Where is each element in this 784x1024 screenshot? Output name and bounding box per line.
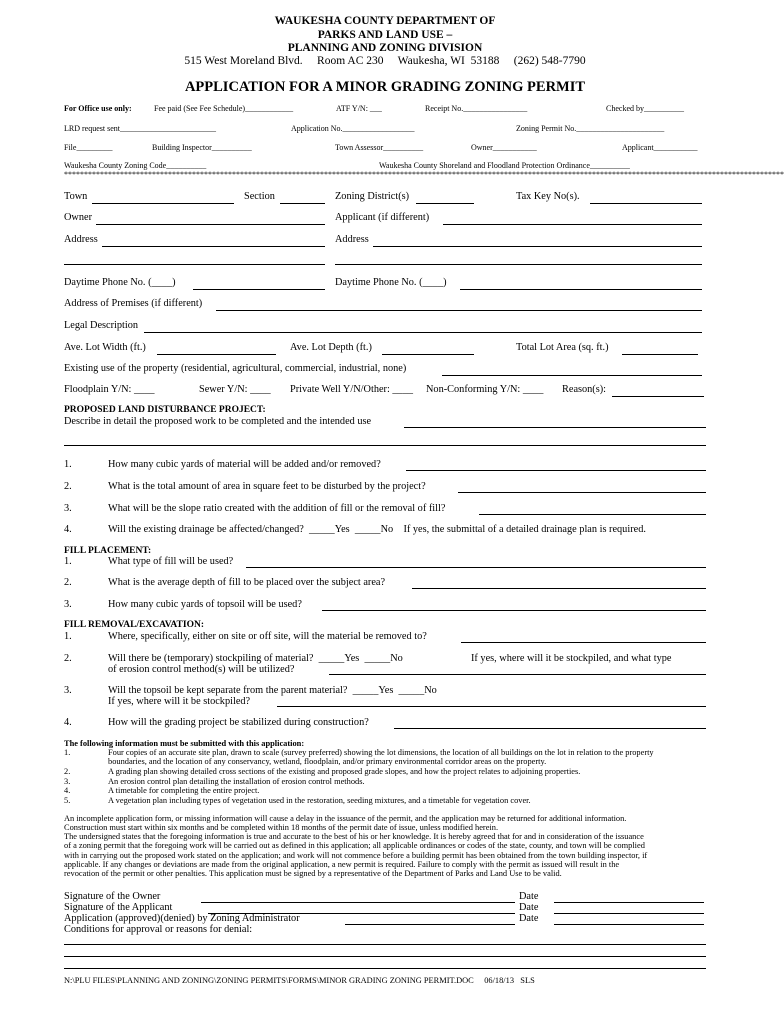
owner-input-line[interactable] xyxy=(96,224,325,225)
owner-date-label: Date xyxy=(519,891,539,902)
fill-q1: What type of fill will be used? xyxy=(108,556,234,567)
fill-q3: How many cubic yards of topsoil will be used? xyxy=(108,599,302,610)
applicant-signature-label: Signature of the Applicant xyxy=(64,902,173,913)
zoning-permit-no-field[interactable]: Zoning Permit No.______________________ xyxy=(516,124,665,133)
checked-by-field[interactable]: Checked by__________ xyxy=(606,104,684,113)
town-input-line[interactable] xyxy=(92,203,234,204)
fee-paid-field[interactable]: Fee paid (See Fee Schedule)____________ xyxy=(154,104,294,113)
conditions-line-3[interactable] xyxy=(64,968,706,969)
reasons-label: Reason(s): xyxy=(562,384,607,395)
submittal-item-number: 4. xyxy=(64,786,71,795)
proposed-q1-input-line[interactable] xyxy=(406,470,706,471)
proposed-heading: PROPOSED LAND DISTURBANCE PROJECT: xyxy=(64,405,266,415)
owner-label: Owner xyxy=(64,212,93,223)
lot-width-input-line[interactable] xyxy=(157,354,276,355)
admin-date-line[interactable] xyxy=(554,924,704,925)
proposed-q2-number: 2. xyxy=(64,481,72,492)
phone-left-label: Daytime Phone No. (____) xyxy=(64,277,176,288)
conditions-label: Conditions for approval or reasons for denial: xyxy=(64,924,253,935)
removal-q2-line2: of erosion control method(s) will be utilized? xyxy=(108,664,295,675)
proposed-q3: What will be the slope ratio created with the addition of fill or the removal of fill? xyxy=(108,503,446,514)
zoning-code-field[interactable]: Waukesha County Zoning Code__________ xyxy=(64,161,207,170)
applicant-label: Applicant (if different) xyxy=(335,212,430,223)
removal-q1: Where, specifically, either on site or off site, will the material be removed to? xyxy=(108,631,427,642)
sewer-field[interactable]: Sewer Y/N: ____ xyxy=(199,384,271,395)
submittal-item-text: A timetable for completing the entire project. xyxy=(108,786,260,795)
existing-use-input-line[interactable] xyxy=(442,375,702,376)
lot-area-input-line[interactable] xyxy=(622,354,698,355)
notice-line: An incomplete application form, or missing information will cause a delay in the issuance of the permit, and the application may be returned for additional information. xyxy=(64,814,627,823)
proposed-q2-input-line[interactable] xyxy=(458,492,706,493)
fill-q3-input-line[interactable] xyxy=(322,610,706,611)
atf-field[interactable]: ATF Y/N: ___ xyxy=(336,104,382,113)
describe-input-line-2[interactable] xyxy=(64,445,706,446)
tax-key-input-line[interactable] xyxy=(590,203,702,204)
application-no-field[interactable]: Application No.__________________ xyxy=(291,124,415,133)
removal-q2-input-line[interactable] xyxy=(329,674,706,675)
town-assessor-field[interactable]: Town Assessor__________ xyxy=(335,143,424,152)
notice-line: Construction must start within six months and be completed within 18 months of the permit date of issue, unless modified herein. xyxy=(64,823,499,832)
building-inspector-field[interactable]: Building Inspector__________ xyxy=(152,143,252,152)
lrd-request-field[interactable]: LRD request sent________________________ xyxy=(64,124,216,133)
reasons-input-line[interactable] xyxy=(612,396,704,397)
address-left-label: Address xyxy=(64,234,98,245)
premises-address-input-line[interactable] xyxy=(216,310,702,311)
owner-signature-label: Signature of the Owner xyxy=(64,891,161,902)
town-label: Town xyxy=(64,191,88,202)
applicant-date-label: Date xyxy=(519,902,539,913)
removal-q2-number: 2. xyxy=(64,653,72,664)
private-well-field[interactable]: Private Well Y/N/Other: ____ xyxy=(290,384,413,395)
tax-key-label: Tax Key No(s). xyxy=(516,191,580,202)
proposed-q4: Will the existing drainage be affected/changed? _____Yes _____No If yes, the submittal of a detailed drainage plan is required. xyxy=(108,524,646,535)
notice-line: The undersigned states that the foregoing information is true and accurate to the best of his or her knowledge. It is hereby agreed that for and in consideration of the issuance xyxy=(64,832,644,841)
lot-depth-label: Ave. Lot Depth (ft.) xyxy=(290,342,372,353)
existing-use-label: Existing use of the property (residential, agricultural, commercial, industrial, none) xyxy=(64,363,407,374)
zoning-admin-label: Application (approved)(denied) by Zoning Administrator xyxy=(64,913,300,924)
zoning-districts-label: Zoning District(s) xyxy=(335,191,410,202)
fill-q3-number: 3. xyxy=(64,599,72,610)
describe-label: Describe in detail the proposed work to be completed and the intended use xyxy=(64,416,372,427)
submittal-item-number: 5. xyxy=(64,796,71,805)
phone-right-input-line[interactable] xyxy=(460,289,702,290)
submittal-item-text: Four copies of an accurate site plan, drawn to scale (survey preferred) showing the lot dimensions, the location of all buildings on the lot in relation to the property xyxy=(108,748,654,757)
describe-input-line[interactable] xyxy=(404,427,706,428)
office-applicant-field[interactable]: Applicant___________ xyxy=(622,143,698,152)
receipt-no-field[interactable]: Receipt No.________________ xyxy=(425,104,528,113)
phone-right-label: Daytime Phone No. (____) xyxy=(335,277,447,288)
file-field[interactable]: File_________ xyxy=(64,143,113,152)
applicant-date-line[interactable] xyxy=(554,913,704,914)
removal-q1-input-line[interactable] xyxy=(461,642,706,643)
dept-address: 515 West Moreland Blvd. Room AC 230 Waukesha, WI 53188 (262) 548-7790 xyxy=(184,55,586,67)
owner-date-line[interactable] xyxy=(554,902,704,903)
non-conforming-field[interactable]: Non-Conforming Y/N: ____ xyxy=(426,384,544,395)
office-owner-field[interactable]: Owner___________ xyxy=(471,143,537,152)
proposed-q3-number: 3. xyxy=(64,503,72,514)
file-path-footer: N:\PLU FILES\PLANNING AND ZONING\ZONING PERMITS\FORMS\MINOR GRADING ZONING PERMIT.DOC 06/18/13 SLS xyxy=(64,976,535,985)
dept-name-line1: WAUKESHA COUNTY DEPARTMENT OF xyxy=(274,15,496,27)
proposed-q4-number: 4. xyxy=(64,524,72,535)
submittal-item-text: boundaries, and the location of any conservancy, wetland, floodplain, and/or primary environmental corridor areas on the property. xyxy=(108,757,547,766)
submittal-item-number: 1. xyxy=(64,748,71,757)
notice-line: revocation of the permit or other penalties. This application must be signed by a representative of the Department of Parks and Land Use to be valid. xyxy=(64,869,562,878)
removal-q2-followup: If yes, where will it be stockpiled, and what type xyxy=(471,653,672,664)
section-input-line[interactable] xyxy=(280,203,325,204)
proposed-q3-input-line[interactable] xyxy=(479,514,706,515)
removal-q3-line2: If yes, where will it be stockpiled? xyxy=(108,696,251,707)
fill-removal-heading: FILL REMOVAL/EXCAVATION: xyxy=(64,620,204,630)
office-use-label: For Office use only: xyxy=(64,104,132,113)
notice-line: applicable. If any changes or deviations are made from the original application, a new permit is required. Failure to comply with the permit as issued will result in the xyxy=(64,860,620,869)
zoning-admin-signature-line[interactable] xyxy=(345,924,515,925)
applicant-input-line[interactable] xyxy=(443,224,702,225)
address-left-input-line[interactable] xyxy=(102,246,325,247)
notice-line: with in carrying out the proposed work stated on the application; and work will not commence before a building permit has been obtained from the town building inspector, if xyxy=(64,851,648,860)
removal-q4-number: 4. xyxy=(64,717,72,728)
submittal-item-text: A vegetation plan including types of vegetation used in the restoration, seeding mixtures, and a timetable for vegetation cover. xyxy=(108,796,531,805)
address-right-input-line-2[interactable] xyxy=(335,264,702,265)
submittal-item-number: 3. xyxy=(64,777,71,786)
fill-q1-number: 1. xyxy=(64,556,72,567)
notice-line: of a zoning permit that the foregoing work will be carried out as defined in this application; all applicable ordinances or codes of the state, county, and town will be complied xyxy=(64,841,645,850)
fill-placement-heading: FILL PLACEMENT: xyxy=(64,546,152,556)
removal-q2-line1: Will there be (temporary) stockpiling of material? _____Yes _____No xyxy=(108,653,403,664)
removal-q3-line1: Will the topsoil be kept separate from the parent material? _____Yes _____No xyxy=(108,685,437,696)
proposed-q2: What is the total amount of area in square feet to be disturbed by the project? xyxy=(108,481,426,492)
shoreland-ordinance-field[interactable]: Waukesha County Shoreland and Floodland Protection Ordinance__________ xyxy=(379,161,630,170)
star-separator: ************************************************************************************************************************************************************************************ xyxy=(64,170,784,179)
fill-q1-input-line[interactable] xyxy=(246,567,706,568)
premises-address-label: Address of Premises (if different) xyxy=(64,298,203,309)
conditions-line-1[interactable] xyxy=(64,944,706,945)
fill-q2-input-line[interactable] xyxy=(412,588,706,589)
submittal-heading: The following information must be submitted with this application: xyxy=(64,739,305,748)
zoning-districts-input-line[interactable] xyxy=(416,203,474,204)
legal-description-input-line[interactable] xyxy=(144,332,702,333)
lot-depth-input-line[interactable] xyxy=(382,354,474,355)
section-label: Section xyxy=(244,191,275,202)
removal-q1-number: 1. xyxy=(64,631,72,642)
removal-q3-number: 3. xyxy=(64,685,72,696)
phone-left-input-line[interactable] xyxy=(193,289,325,290)
submittal-item-number: 2. xyxy=(64,767,71,776)
dept-name-line2: PARKS AND LAND USE – xyxy=(317,29,453,41)
submittal-item-text: A grading plan showing detailed cross sections of the existing and proposed grade slopes, and how the project relates to adjoining properties. xyxy=(108,767,581,776)
form-title: APPLICATION FOR A MINOR GRADING ZONING PERMIT xyxy=(184,79,586,95)
conditions-line-2[interactable] xyxy=(64,956,706,957)
proposed-q1: How many cubic yards of material will be added and/or removed? xyxy=(108,459,381,470)
address-left-input-line-2[interactable] xyxy=(64,264,325,265)
submittal-item-text: An erosion control plan detailing the installation of erosion control methods. xyxy=(108,777,365,786)
dept-name-line3: PLANNING AND ZONING DIVISION xyxy=(287,42,483,54)
owner-signature-line[interactable] xyxy=(201,902,515,903)
lot-width-label: Ave. Lot Width (ft.) xyxy=(64,342,146,353)
floodplain-field[interactable]: Floodplain Y/N: ____ xyxy=(64,384,155,395)
admin-date-label: Date xyxy=(519,913,539,924)
fill-q2-number: 2. xyxy=(64,577,72,588)
proposed-q1-number: 1. xyxy=(64,459,72,470)
removal-q3-input-line[interactable] xyxy=(277,706,706,707)
address-right-input-line[interactable] xyxy=(373,246,702,247)
lot-area-label: Total Lot Area (sq. ft.) xyxy=(516,342,609,353)
legal-description-label: Legal Description xyxy=(64,320,139,331)
fill-q2: What is the average depth of fill to be placed over the subject area? xyxy=(108,577,386,588)
removal-q4-input-line[interactable] xyxy=(394,728,706,729)
removal-q4: How will the grading project be stabilized during construction? xyxy=(108,717,369,728)
address-right-label: Address xyxy=(335,234,369,245)
